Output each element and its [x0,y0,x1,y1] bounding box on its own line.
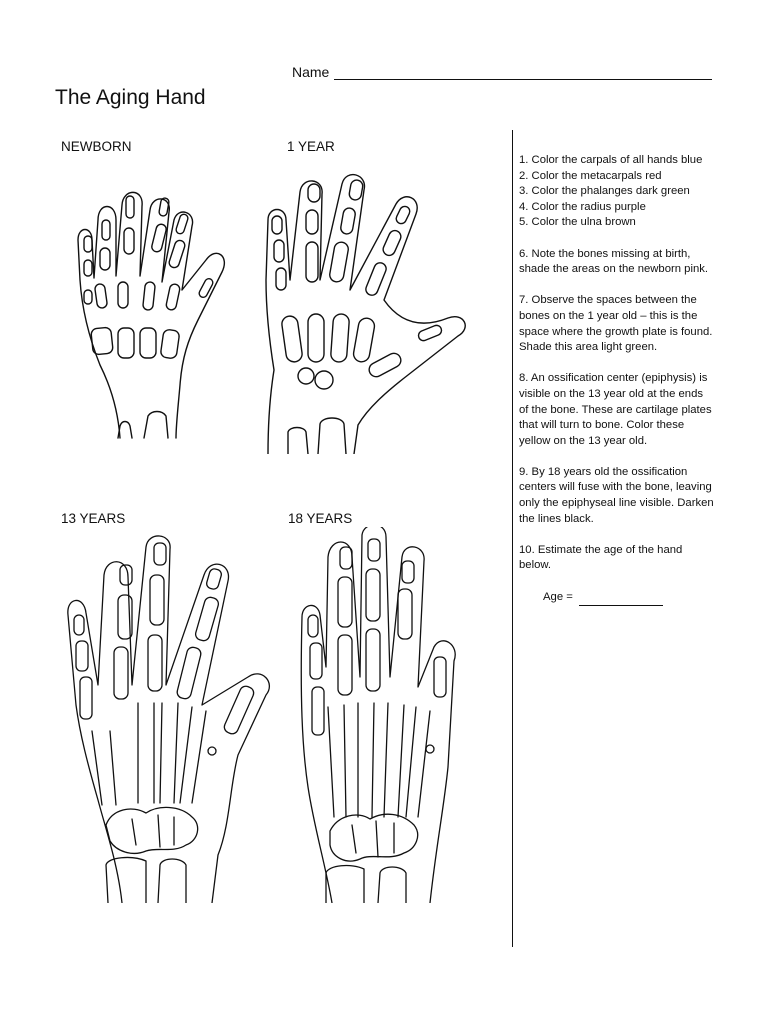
newborn-hand-xray-icon [70,180,230,442]
name-field[interactable] [292,64,712,80]
instruction-step-10: 10. Estimate the age of the hand below. [519,543,683,572]
age-blank-line[interactable] [579,593,663,606]
spacer [519,356,714,372]
name-label: Name [292,64,330,80]
instructions-panel [519,153,714,606]
instruction-step-8: 8. An ossification center (epiphysis) is visible on the 13 year old at the ends of the bone. These are cartilage plates that will turn to bone. Color these yellow on the 13 year old. [519,372,712,447]
instruction-step-9: 9. By 18 years old the ossification centers will fuse with the bone, leaving only the epiphyseal line visible. Darken the lines black. [519,465,714,525]
name-blank-line[interactable] [334,65,712,80]
instruction-step-3: 3. Color the phalanges dark green [519,185,690,198]
thirteen-year-hand-xray-icon [62,535,274,903]
instruction-step-5: 5. Color the ulna brown [519,216,636,229]
instruction-step-1: 1. Color the carpals of all hands blue [519,154,703,166]
instruction-step-2: 2. Color the metacarpals red [519,169,662,182]
one-year-hand-xray-icon [258,170,473,454]
eighteen-years-label: 18 YEARS [288,511,353,526]
newborn-label: NEWBORN [61,139,132,154]
instruction-step-7: 7. Observe the spaces between the bones on the 1 year old – this is the space where the growth plate is found. Shade this area light green. [519,294,713,354]
eighteen-year-hand-xray-icon [298,527,466,903]
page-title: The Aging Hand [55,86,206,109]
instruction-step-6: 6. Note the bones missing at birth, shade the areas on the newborn pink. [519,247,709,276]
thirteen-years-label: 13 YEARS [61,511,126,526]
age-field[interactable] [543,590,714,606]
spacer [519,449,714,465]
age-label: Age = [543,591,573,604]
one-year-label: 1 YEAR [287,139,335,154]
instruction-step-4: 4. Color the radius purple [519,200,646,213]
column-divider [512,130,513,947]
spacer [519,278,714,294]
spacer [519,527,714,543]
spacer [519,231,714,247]
